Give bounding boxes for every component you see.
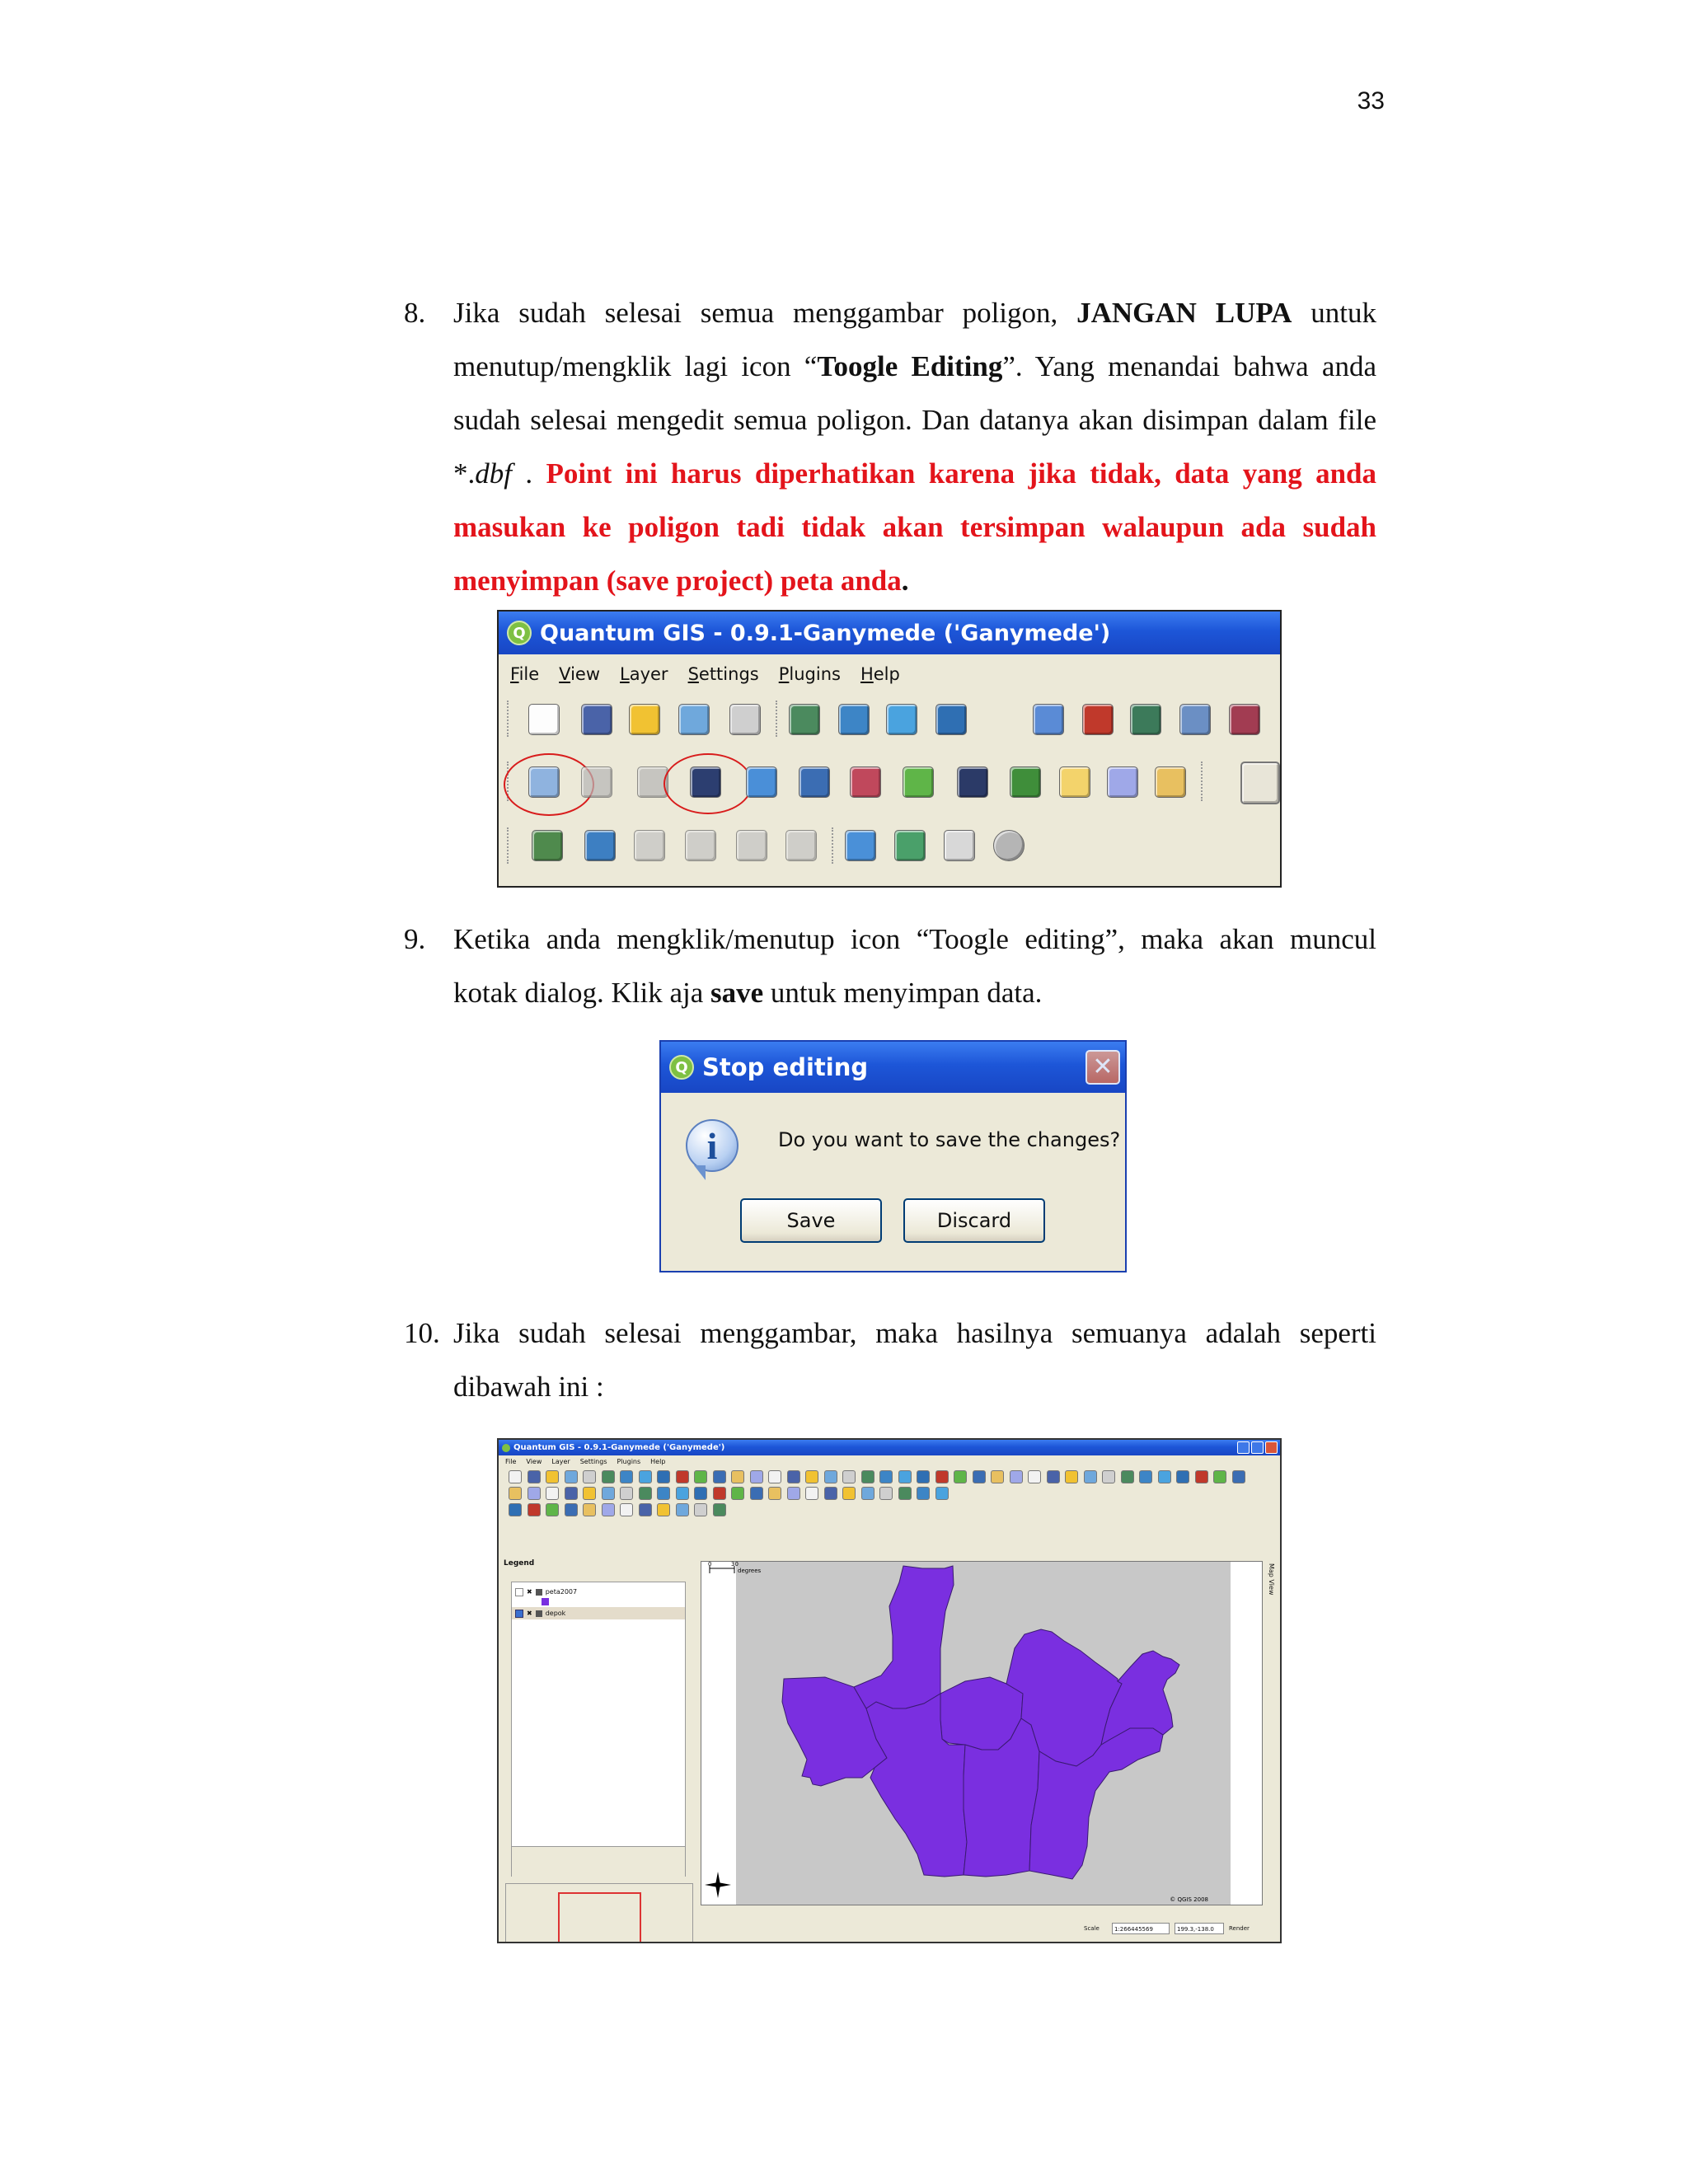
menu-settings[interactable]: Settings [579, 1458, 607, 1465]
window-titlebar [499, 1440, 1280, 1455]
toolbar-button-icon[interactable] [694, 1503, 707, 1516]
toolbar-button-icon[interactable] [639, 1503, 652, 1516]
window-title: Quantum GIS - 0.9.1-Ganymede ('Ganymede') [513, 1443, 725, 1452]
item-number: 8. [404, 297, 426, 329]
toolbar-button-icon[interactable] [898, 1470, 912, 1483]
toolbar-grip[interactable] [1201, 762, 1207, 801]
toolbar-button-icon[interactable] [917, 1487, 930, 1500]
toolbar-button-icon[interactable] [528, 1470, 541, 1483]
legend-list [511, 1582, 686, 1877]
add-island-icon[interactable] [799, 766, 830, 798]
toolbar-button-icon[interactable] [620, 1487, 633, 1500]
close-icon[interactable]: ✕ [1085, 1050, 1120, 1085]
toolbar-button-icon[interactable] [805, 1487, 818, 1500]
info-icon-tail [694, 1165, 706, 1180]
cut-features-icon[interactable] [1059, 766, 1090, 798]
toolbar-button-icon[interactable] [879, 1470, 893, 1483]
menu-file[interactable]: File [510, 664, 540, 684]
stop-render-icon[interactable] [993, 830, 1025, 861]
item-number: 10. [404, 1317, 440, 1349]
toolbar-button-icon[interactable] [1102, 1470, 1115, 1483]
move-vertex-icon[interactable] [903, 766, 934, 798]
save-button[interactable]: Save [740, 1198, 882, 1243]
toolbar-button-icon[interactable] [583, 1470, 596, 1483]
toolbar-button-icon[interactable] [935, 1470, 949, 1483]
add-vector-layer-icon[interactable] [789, 704, 820, 735]
menu-bar [505, 1458, 675, 1465]
toolbar-button-icon[interactable] [731, 1487, 744, 1500]
select-features-icon[interactable] [736, 830, 767, 861]
north-arrow-icon [705, 1872, 731, 1898]
toolbar-button-icon[interactable] [602, 1470, 615, 1483]
toolbar-button-icon[interactable] [1158, 1470, 1171, 1483]
open-table-icon[interactable] [785, 830, 817, 861]
toolbar-button-icon[interactable] [620, 1503, 633, 1516]
toolbar-button-icon[interactable] [657, 1470, 670, 1483]
pan-hand-icon[interactable] [1240, 762, 1280, 804]
menu-settings[interactable]: Settings [687, 664, 759, 684]
menu-layer[interactable]: Layer [551, 1458, 570, 1465]
toolbar-button-icon[interactable] [565, 1470, 578, 1483]
toolbar-button-icon[interactable] [1065, 1470, 1078, 1483]
toolbar-button-icon[interactable] [583, 1487, 596, 1500]
toolbar-button-icon[interactable] [583, 1503, 596, 1516]
expand-icon[interactable] [515, 1610, 523, 1618]
menu-help[interactable]: Help [860, 664, 900, 684]
toolbar-grip[interactable] [507, 701, 513, 737]
layer-icon [536, 1589, 542, 1596]
toolbar-button-icon[interactable] [639, 1487, 652, 1500]
info-icon: i [686, 1119, 738, 1172]
legend-layer-row[interactable] [515, 1586, 577, 1598]
toolbar-button-icon[interactable] [546, 1487, 559, 1500]
toolbar-button-icon[interactable] [917, 1470, 930, 1483]
delete-vertex-icon[interactable] [850, 766, 881, 798]
toolbar-button-icon[interactable] [1213, 1470, 1226, 1483]
toolbar-button-icon[interactable] [787, 1487, 800, 1500]
toolbar-button-icon[interactable] [898, 1487, 912, 1500]
layer-icon [536, 1610, 542, 1617]
toolbar-button-icon[interactable] [657, 1487, 670, 1500]
toolbar-grip[interactable] [507, 827, 513, 864]
item-number: 9. [404, 923, 426, 955]
expand-icon[interactable] [515, 1588, 523, 1596]
highlight-circle [663, 753, 753, 814]
map-tips-icon[interactable] [532, 830, 563, 861]
toolbar-button-icon[interactable] [1195, 1470, 1208, 1483]
warning-text: Point ini harus diperhatikan karena jika tidak, data yang anda masukan ke poligon tadi tidak akan tersimpan walaupun ada sudah menyimpan (save project) peta anda [453, 457, 1377, 597]
close-icon[interactable] [1265, 1441, 1278, 1454]
toolbar-button-icon[interactable] [954, 1470, 967, 1483]
map-canvas[interactable] [701, 1561, 1263, 1905]
toolbar-button-icon[interactable] [528, 1487, 541, 1500]
toolbar-button-icon[interactable] [713, 1487, 726, 1500]
toolbar-button-icon[interactable] [1047, 1470, 1060, 1483]
toolbar-button-icon[interactable] [750, 1470, 763, 1483]
discard-button[interactable]: Discard [903, 1198, 1045, 1243]
qgis-logo-icon: Q [507, 621, 532, 645]
toolbar-button-icon[interactable] [620, 1470, 633, 1483]
toolbar-button-icon[interactable] [546, 1470, 559, 1483]
toolbar-button-icon[interactable] [676, 1470, 689, 1483]
toolbar-button-icon[interactable] [750, 1487, 763, 1500]
menu-layer[interactable]: Layer [620, 664, 668, 684]
toolbar-button-icon[interactable] [1084, 1470, 1097, 1483]
visibility-icon[interactable]: ✖ [527, 1588, 532, 1596]
toolbar-button-icon[interactable] [935, 1487, 949, 1500]
remove-all-from-overview-icon[interactable] [1179, 704, 1211, 735]
toolbar-button-icon[interactable] [565, 1503, 578, 1516]
menu-view[interactable]: View [559, 664, 600, 684]
legend-footer [512, 1846, 685, 1877]
scale-input[interactable]: 1:266445569 [1112, 1923, 1170, 1934]
copyright-label: © QGIS 2008 [1170, 1896, 1208, 1903]
save-as-icon[interactable] [629, 704, 660, 735]
open-project-icon[interactable] [678, 704, 710, 735]
toolbar-button-icon[interactable] [842, 1470, 856, 1483]
minimize-icon[interactable] [1237, 1441, 1250, 1454]
map-view-label: Map View [1268, 1563, 1275, 1596]
toolbar-button-icon[interactable] [1139, 1470, 1152, 1483]
toolbar-button-icon[interactable] [1176, 1470, 1189, 1483]
toolbar-button-icon[interactable] [509, 1487, 522, 1500]
stop-editing-dialog [659, 1040, 1127, 1272]
list-item-9 [404, 912, 1376, 1019]
scale-bar-start: 0 [708, 1562, 712, 1568]
add-vertex-icon[interactable] [957, 766, 988, 798]
toolbar-button-icon[interactable] [676, 1487, 689, 1500]
map-svg [701, 1562, 1262, 1905]
plugin-grid-icon[interactable] [845, 830, 876, 861]
window-controls [1237, 1441, 1278, 1454]
toolbar-button-icon[interactable] [639, 1470, 652, 1483]
delete-selected-icon[interactable] [1010, 766, 1041, 798]
toolbar-button-icon[interactable] [824, 1470, 837, 1483]
toolbar-button-icon[interactable] [546, 1503, 559, 1516]
identify-icon[interactable] [584, 830, 616, 861]
add-wms-layer-icon[interactable] [935, 704, 967, 735]
copy-features-icon[interactable] [1107, 766, 1138, 798]
toolbar-button-icon[interactable] [1028, 1470, 1041, 1483]
paste-features-icon[interactable] [1155, 766, 1186, 798]
toolbar-button-icon[interactable] [713, 1503, 726, 1516]
dialog-message: Do you want to save the changes? [778, 1128, 1121, 1151]
qgis-logo-icon: Q [669, 1055, 694, 1080]
toolbar-button-icon[interactable] [565, 1487, 578, 1500]
add-ring-icon[interactable] [746, 766, 777, 798]
dialog-title: Stop editing [702, 1053, 869, 1081]
scale-bar-end: 30 [731, 1562, 738, 1568]
toolbar-button-icon[interactable] [1121, 1470, 1134, 1483]
toolbar-grip[interactable] [832, 827, 838, 864]
toolbar-button-icon[interactable] [805, 1470, 818, 1483]
coordinate-display: 199.3,-138.0 [1175, 1923, 1224, 1934]
toolbar-button-icon[interactable] [768, 1487, 781, 1500]
toolbar-button-icon[interactable] [787, 1470, 800, 1483]
new-project-icon[interactable] [528, 704, 560, 735]
legend-layer-row[interactable] [512, 1607, 685, 1619]
plugin-layer-icon[interactable] [894, 830, 926, 861]
item-body: Ketika anda mengklik/menutup icon “Toogle editing”, maka akan muncul kotak dialog. Klik aja save untuk menyimpan data. [453, 923, 1376, 1009]
add-all-to-overview-icon[interactable] [1130, 704, 1161, 735]
menu-plugins[interactable]: Plugins [617, 1458, 641, 1465]
measure-line-icon[interactable] [634, 830, 665, 861]
toolbar-button-icon[interactable] [824, 1487, 837, 1500]
list-item-10 [404, 1306, 1376, 1413]
print-icon[interactable] [729, 704, 761, 735]
scale-bar-unit: degrees [738, 1568, 762, 1574]
legend-title: Legend [504, 1559, 535, 1568]
save-project-icon[interactable] [581, 704, 612, 735]
toolbar-button-icon[interactable] [731, 1470, 744, 1483]
window-titlebar [499, 612, 1280, 654]
toolbar-button-icon[interactable] [861, 1487, 874, 1500]
item-body: Jika sudah selesai menggambar, maka hasilnya semuanya adalah seperti dibawah ini : [453, 1317, 1376, 1403]
page-number: 33 [1357, 87, 1385, 115]
toolbar-grip[interactable] [776, 701, 782, 737]
render-checkbox[interactable]: Render [1229, 1925, 1250, 1932]
scale-label: Scale [1084, 1925, 1100, 1932]
toolbar-button-icon[interactable] [879, 1487, 893, 1500]
toolbar-button-icon[interactable] [602, 1487, 615, 1500]
toolbar-button-icon[interactable] [861, 1470, 874, 1483]
toolbar-button-icon[interactable] [657, 1503, 670, 1516]
toolbar-button-icon[interactable] [694, 1470, 707, 1483]
add-postgis-layer-icon[interactable] [886, 704, 917, 735]
dialog-titlebar [661, 1042, 1125, 1093]
window-title: Quantum GIS - 0.9.1-Ganymede ('Ganymede') [540, 620, 1111, 646]
menu-file[interactable]: File [505, 1458, 517, 1465]
measure-area-icon[interactable] [685, 830, 716, 861]
qgis-result-screenshot [497, 1438, 1282, 1943]
qgis-logo-icon [502, 1444, 510, 1452]
toolbar-button-icon[interactable] [602, 1503, 615, 1516]
menu-plugins[interactable]: Plugins [778, 664, 841, 684]
maximize-icon[interactable] [1251, 1441, 1264, 1454]
toolbar-button-icon[interactable] [842, 1487, 856, 1500]
toolbar-button-icon[interactable] [509, 1470, 522, 1483]
plugin-marker-icon[interactable] [944, 830, 975, 861]
toolbar-button-icon[interactable] [1010, 1470, 1023, 1483]
layer-name: peta2007 [545, 1588, 578, 1596]
toolbar-button-icon[interactable] [991, 1470, 1004, 1483]
toolbar-button-icon[interactable] [973, 1470, 986, 1483]
add-raster-layer-icon[interactable] [838, 704, 870, 735]
status-bar [499, 1918, 1280, 1942]
layer-symbol [542, 1598, 549, 1605]
toolbar-button-icon[interactable] [694, 1487, 707, 1500]
visibility-icon[interactable]: ✖ [527, 1610, 532, 1617]
toolbar-button-icon[interactable] [1232, 1470, 1245, 1483]
capture-point-icon[interactable] [581, 766, 612, 798]
toolbar-button-icon[interactable] [528, 1503, 541, 1516]
toolbar-button-icon[interactable] [713, 1470, 726, 1483]
layer-name: depok [545, 1610, 566, 1617]
new-vector-layer-icon[interactable] [1033, 704, 1064, 735]
toolbar-button-icon[interactable] [676, 1503, 689, 1516]
remove-layer-icon[interactable] [1082, 704, 1114, 735]
item-body: Jika sudah selesai semua menggambar poligon, JANGAN LUPA untuk menutup/mengklik lagi icon “Toogle Editing”. Yang menandai bahwa anda sudah selesai mengedit semua poligon. Dan datanya akan disimpan dalam file *.dbf . Point ini harus diperhatikan karena jika tidak, data yang anda masukan ke poligon tadi tidak akan tersimpan walaupun ada sudah menyimpan (save project) peta anda. [453, 297, 1377, 597]
toolbar-button-icon[interactable] [768, 1470, 781, 1483]
show-all-layers-icon[interactable] [1229, 704, 1260, 735]
menu-help[interactable]: Help [650, 1458, 666, 1465]
list-item-8 [404, 286, 1376, 607]
qgis-toolbar-screenshot [497, 610, 1282, 888]
toolbar-button-icon[interactable] [509, 1503, 522, 1516]
menu-bar [510, 658, 920, 691]
menu-view[interactable]: View [526, 1458, 542, 1465]
